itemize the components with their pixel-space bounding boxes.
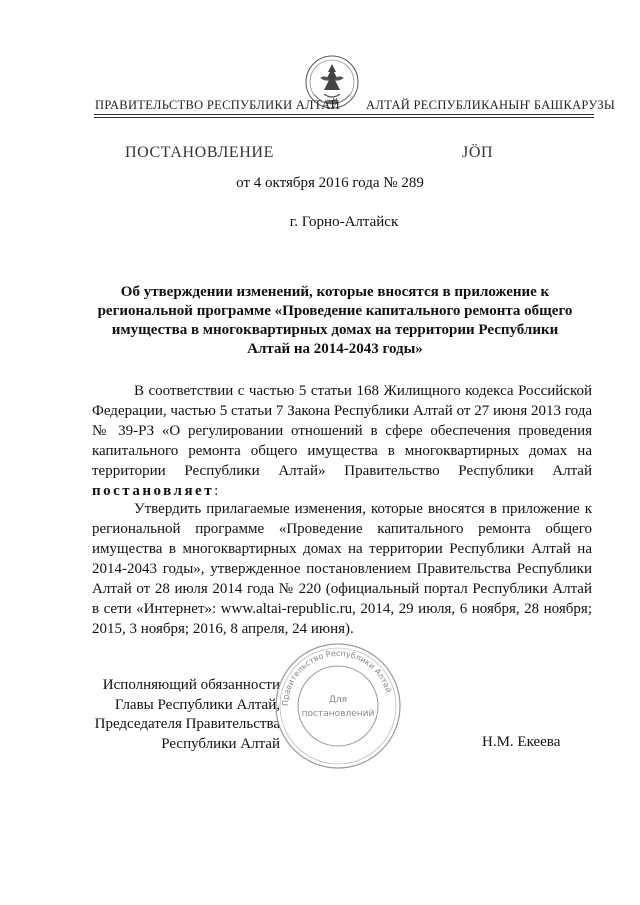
- seal-ring-text: Правительство Республики Алтай: [280, 648, 394, 707]
- header-rule-top: [94, 114, 594, 115]
- header-rule-bottom: [94, 117, 594, 118]
- org-name-altai: АЛТАЙ РЕСПУБЛИКАНЫҤ БАШКАРУЗЫ: [366, 98, 616, 112]
- paragraph-preamble: [92, 381, 592, 501]
- preamble-tail: :: [214, 483, 219, 499]
- official-seal-stamp: [272, 640, 404, 772]
- document-city: г. Горно-Алтайск: [289, 214, 399, 230]
- signatory-line-3: Председателя Правительства: [94, 716, 280, 732]
- document-date-number: от 4 октября 2016 года № 289: [236, 175, 424, 191]
- org-name-russian: ПРАВИТЕЛЬСТВО РЕСПУБЛИКИ АЛТАЙ: [95, 98, 340, 112]
- signatory-line-4: Республики Алтай: [161, 735, 280, 752]
- signatory-line-2: Главы Республики Алтай,: [114, 696, 280, 713]
- seal-inner-line-1: Для: [328, 695, 348, 705]
- doc-type-russian: ПОСТАНОВЛЕНИЕ: [125, 144, 274, 161]
- signatory-title: [90, 676, 280, 754]
- document-title: Об утверждении изменений, которые вносятся в приложение к региональной программе «Проведение капитального ремонта общего имущества в многоквартирных домах на территории Республики Алтай на 2014-2043 годы»: [97, 284, 573, 357]
- signatory-line-1: Исполняющий обязанности: [102, 677, 280, 693]
- paragraph-resolution: Утвердить прилагаемые изменения, которые вносятся в приложение к региональной программе «Проведение капитального ремонта общего имущества в многоквартирных домах на территории Республики Алтай на 2014-2043 годы», утвержденное постановлением Правительства Республики Алтай от 28 июля 2014 года № 220 (официальный портал Республики Алтай в сети «Интернет»: www.altai-republic.ru, 2014, 29 июля, 6 ноября, 28 ноября; 2015, 3 ноября; 2016, 8 апреля, 24 июня).: [92, 501, 592, 637]
- signatory-name: Н.М. Екеева: [482, 734, 561, 750]
- decree-keyword: постановляет: [92, 483, 215, 499]
- seal-inner-line-2: постановлений: [301, 709, 375, 719]
- preamble-text: В соответствии с частью 5 статьи 168 Жилищного кодекса Российской Федерации, частью 5 статьи 7 Закона Республики Алтай от 27 июня 2013 года № 39-РЗ «О регулировании отношений в сфере обеспечения проведения капитального ремонта общего имущества в многоквартирных домах на территории Республики Алтай» Правительство Республики Алтай: [92, 383, 592, 479]
- doc-type-altai: JӦП: [462, 144, 494, 161]
